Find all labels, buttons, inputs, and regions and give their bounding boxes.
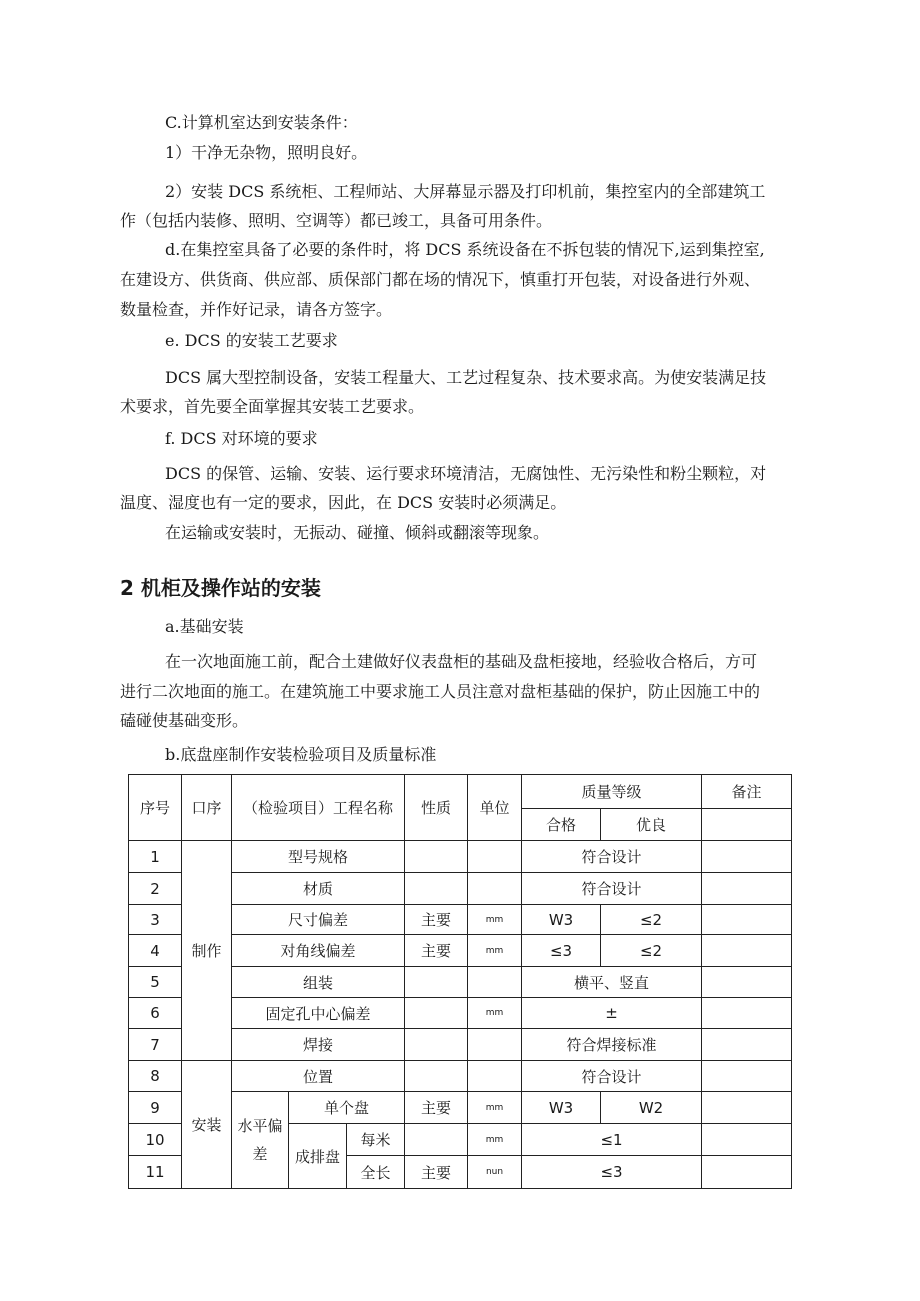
paragraph-a-line3: 磕碰使基础变形。 (120, 711, 249, 730)
row-nature (405, 841, 468, 873)
row-seq: 11 (129, 1156, 182, 1189)
row-item: 对角线偏差 (232, 935, 405, 967)
row-excellent: W2 (601, 1092, 702, 1124)
paragraph-b-title: b.底盘座制作安装检验项目及质量标准 (165, 745, 437, 764)
paragraph-f-line2: 温度、湿度也有一定的要求，因此，在 DCS 安装时必须满足。 (120, 493, 567, 512)
header-excellent: 优良 (601, 809, 702, 841)
row-unit: mm (468, 905, 522, 935)
row-excellent: ≤2 (601, 905, 702, 935)
row-nature (405, 1029, 468, 1061)
row-item: 焊接 (232, 1029, 405, 1061)
row-seq: 5 (129, 967, 182, 998)
row-item: 单个盘 (289, 1092, 405, 1124)
paragraph-f-line1: DCS 的保管、运输、安装、运行要求环境清洁，无腐蚀性、无污染性和粉尘颗粒，对 (165, 464, 767, 483)
header-grade: 质量等级 (522, 775, 702, 809)
row-remark (702, 967, 792, 998)
paragraph-a-line1: 在一次地面施工前，配合土建做好仪表盘柜的基础及盘柜接地，经验收合格后，方可 (165, 652, 758, 671)
row-remark (702, 1061, 792, 1092)
row-excellent: ≤2 (601, 935, 702, 967)
row-item: 型号规格 (232, 841, 405, 873)
row-pass: W3 (522, 905, 601, 935)
row-seq: 8 (129, 1061, 182, 1092)
row-unit (468, 841, 522, 873)
paragraph-f-line3: 在运输或安装时，无振动、碰撞、倾斜或翻滚等现象。 (165, 523, 550, 542)
row-seq: 10 (129, 1124, 182, 1156)
paragraph-e-line1: DCS 属大型控制设备，安装工程量大、工艺过程复杂、技术要求高。为使安装满足技 (165, 368, 767, 387)
header-remark: 备注 (702, 775, 792, 809)
section-heading: 2 机柜及操作站的安装 (120, 576, 321, 600)
row-unit (468, 1061, 522, 1092)
row-nature (405, 873, 468, 905)
row-unit: nun (468, 1156, 522, 1189)
row-item: 尺寸偏差 (232, 905, 405, 935)
header-pass: 合格 (522, 809, 601, 841)
row-item: 位置 (232, 1061, 405, 1092)
row-item: 组装 (232, 967, 405, 998)
row-remark (702, 935, 792, 967)
row-seq: 7 (129, 1029, 182, 1061)
row-remark (702, 1156, 792, 1189)
paragraph-d-line2: 在建设方、供货商、供应部、质保部门都在场的情况下，慎重打开包装，对设备进行外观、 (120, 270, 761, 289)
row-unit: mm (468, 1124, 522, 1156)
row-pass: W3 (522, 1092, 601, 1124)
header-proc: 口序 (182, 775, 232, 841)
in-row-panel: 成排盘 (289, 1124, 347, 1189)
row-unit: mm (468, 1092, 522, 1124)
row-remark (702, 873, 792, 905)
quality-standard-table (128, 774, 792, 1189)
row-remark (702, 1029, 792, 1061)
group-install: 安装 (182, 1061, 232, 1189)
row-std: 符合设计 (522, 873, 702, 905)
row-pass: ≤3 (522, 935, 601, 967)
paragraph-c-title: C.计算机室达到安装条件： (165, 113, 358, 132)
paragraph-d-line1: d.在集控室具备了必要的条件时，将 DCS 系统设备在不拆包装的情况下,运到集控室, (165, 240, 765, 259)
row-item: 固定孔中心偏差 (232, 998, 405, 1029)
row-item: 全长 (347, 1156, 405, 1189)
row-unit (468, 873, 522, 905)
table-row (129, 841, 792, 873)
row-seq: 3 (129, 905, 182, 935)
row-remark (702, 905, 792, 935)
row-unit (468, 967, 522, 998)
row-seq: 2 (129, 873, 182, 905)
paragraph-a-title: a.基础安装 (165, 617, 244, 636)
row-seq: 1 (129, 841, 182, 873)
level-deviation: 水平偏差 (232, 1092, 289, 1189)
row-nature: 主要 (405, 905, 468, 935)
paragraph-a-line2: 进行二次地面的施工。在建筑施工中要求施工人员注意对盘柜基础的保护，防止因施工中的 (120, 682, 761, 701)
row-std: ≤1 (522, 1124, 702, 1156)
paragraph-d-line3: 数量检查，并作好记录，请各方签字。 (120, 300, 393, 319)
paragraph-c1: 1）干净无杂物，照明良好。 (165, 143, 368, 162)
header-unit: 单位 (468, 775, 522, 841)
row-nature (405, 998, 468, 1029)
row-nature (405, 1061, 468, 1092)
row-std: 符合设计 (522, 841, 702, 873)
row-nature: 主要 (405, 935, 468, 967)
row-std: ≤3 (522, 1156, 702, 1189)
row-nature (405, 1124, 468, 1156)
row-remark (702, 841, 792, 873)
row-remark (702, 1124, 792, 1156)
header-nature: 性质 (405, 775, 468, 841)
row-nature: 主要 (405, 1092, 468, 1124)
row-nature (405, 967, 468, 998)
row-std: 符合焊接标准 (522, 1029, 702, 1061)
paragraph-c2-line1: 2）安装 DCS 系统柜、工程师站、大屏幕显示器及打印机前，集控室内的全部建筑工 (165, 182, 766, 201)
header-remark-blank (702, 809, 792, 841)
row-item: 每米 (347, 1124, 405, 1156)
row-seq: 9 (129, 1092, 182, 1124)
row-unit: mm (468, 935, 522, 967)
table-row (129, 1061, 792, 1092)
paragraph-f-title: f. DCS 对环境的要求 (165, 429, 318, 448)
row-nature: 主要 (405, 1156, 468, 1189)
row-std: 符合设计 (522, 1061, 702, 1092)
paragraph-e-title: e. DCS 的安装工艺要求 (165, 331, 338, 350)
row-std: 横平、竖直 (522, 967, 702, 998)
group-make: 制作 (182, 841, 232, 1061)
row-unit: mm (468, 998, 522, 1029)
header-item: （检验项目）工程名称 (232, 775, 405, 841)
paragraph-e-line2: 术要求，首先要全面掌握其安装工艺要求。 (120, 397, 425, 416)
row-item: 材质 (232, 873, 405, 905)
row-remark (702, 1092, 792, 1124)
paragraph-c2-line2: 作（包括内装修、照明、空调等）都已竣工，具备可用条件。 (120, 211, 553, 230)
header-seq: 序号 (129, 775, 182, 841)
row-std: ± (522, 998, 702, 1029)
row-unit (468, 1029, 522, 1061)
row-remark (702, 998, 792, 1029)
row-seq: 6 (129, 998, 182, 1029)
row-seq: 4 (129, 935, 182, 967)
